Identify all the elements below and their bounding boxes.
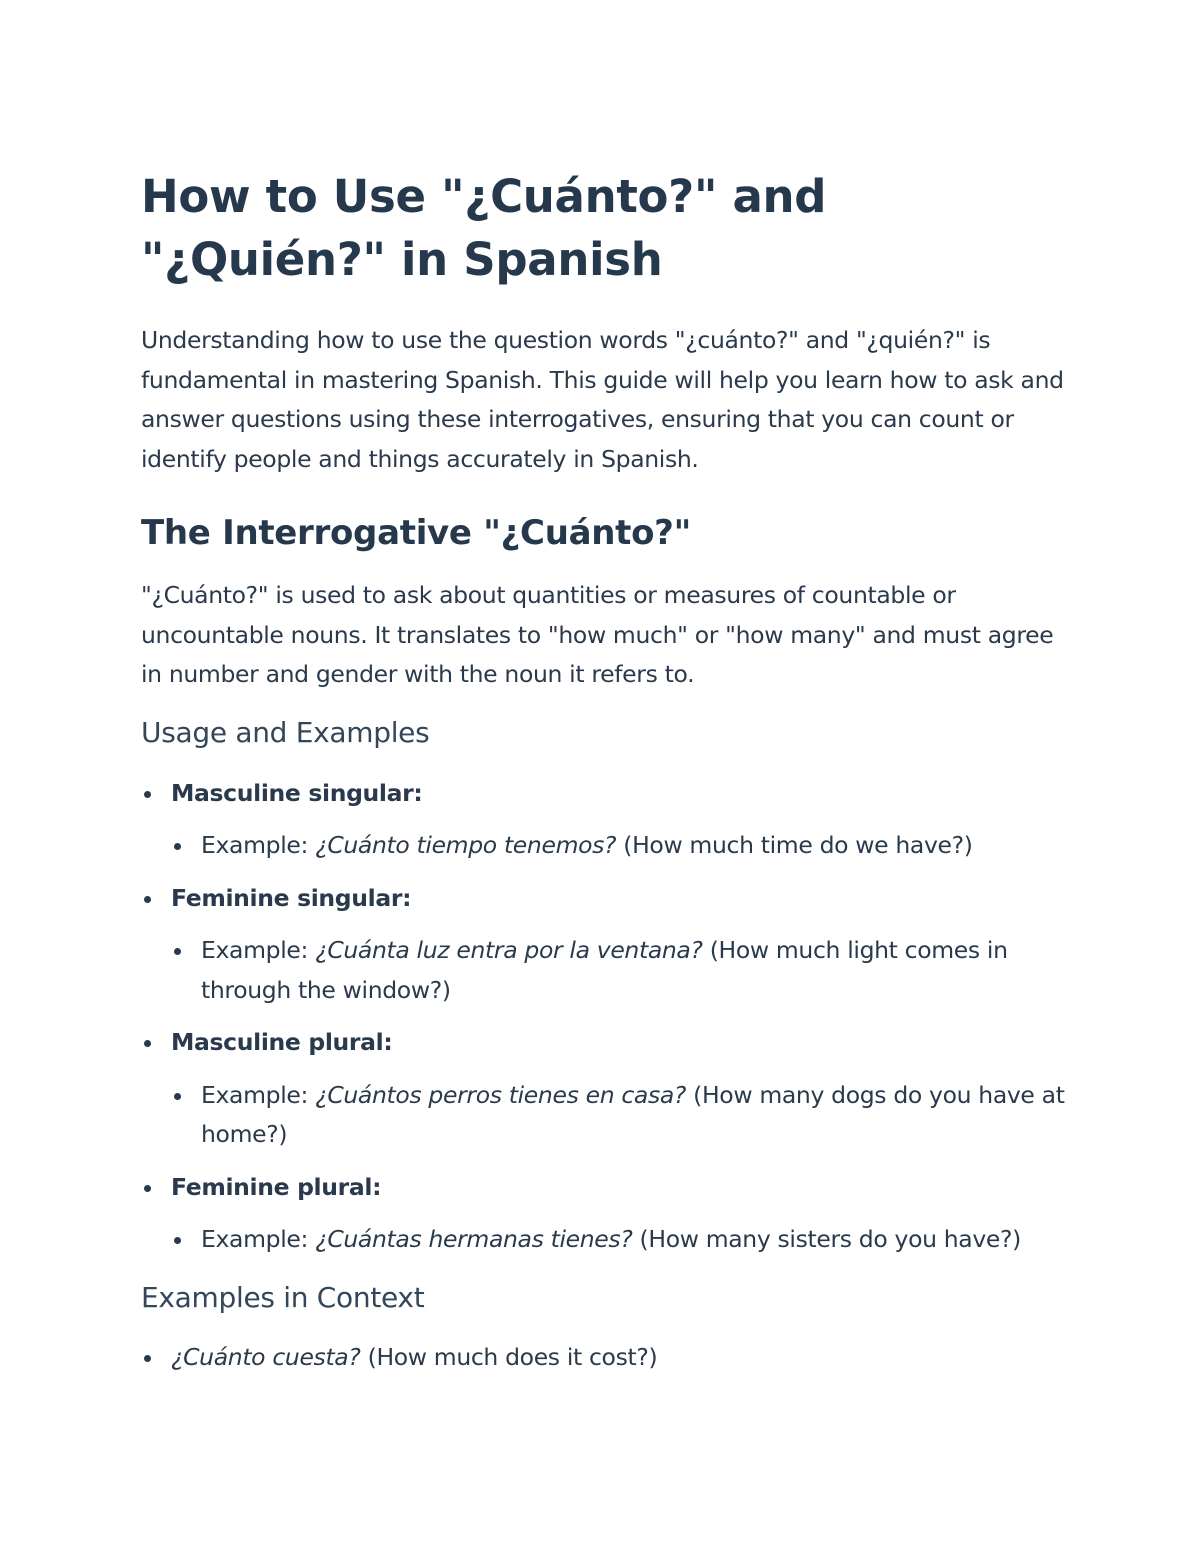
usage-term: Feminine plural: (171, 1172, 382, 1201)
usage-term: Feminine singular: (171, 883, 412, 912)
bullet-icon (174, 843, 181, 850)
example-prefix: Example: (201, 831, 316, 859)
example-spanish: ¿Cuánto tiempo tenemos? (315, 831, 617, 859)
example-list (171, 931, 1066, 1010)
usage-heading: Usage and Examples (141, 715, 430, 749)
bullet-icon (144, 791, 151, 798)
section-heading-cuanto: The Interrogative "¿Cuánto?" (141, 513, 691, 553)
example-spanish: ¿Cuántos perros tienes en casa? (315, 1080, 687, 1109)
list-item (141, 1023, 1066, 1155)
example-prefix: Example: (201, 936, 316, 964)
example-english: (How much light comes in through the window?) (201, 936, 1008, 1004)
example-english: (How much does it cost?) (360, 1342, 658, 1371)
document-content (141, 165, 1066, 1377)
list-item (171, 1076, 1066, 1155)
list-item (141, 1338, 1066, 1378)
example-spanish: ¿Cuánto cuesta? (171, 1342, 361, 1371)
list-item (141, 879, 1066, 1011)
list-item (171, 826, 1066, 866)
bullet-icon (144, 1355, 151, 1362)
example-prefix: Example: (201, 1225, 316, 1253)
example-english: (How much time do we have?) (616, 831, 973, 859)
list-item (141, 774, 1066, 866)
list-item (141, 1168, 1066, 1260)
usage-list (141, 774, 1066, 1260)
context-list (141, 1338, 1066, 1378)
cuanto-description: "¿Cuánto?" is used to ask about quantities or measures of countable or uncountable nouns. It translates to "how much" or "how many" and must agree in number and gender with the noun it refers to. (141, 581, 1054, 688)
example-english: (How many dogs do you have at home?) (201, 1080, 1065, 1148)
bullet-icon (174, 1237, 181, 1244)
list-item (171, 931, 1066, 1010)
page-title: How to Use "¿Cuánto?" and "¿Quién?" in Spanish (141, 170, 827, 286)
example-list (171, 1220, 1066, 1260)
example-list (171, 826, 1066, 866)
example-spanish: ¿Cuánta luz entra por la ventana? (315, 936, 703, 964)
bullet-icon (144, 1040, 151, 1047)
bullet-icon (174, 948, 181, 955)
intro-paragraph: Understanding how to use the question words "¿cuánto?" and "¿quién?" is fundamental in mastering Spanish. This guide will help you learn how to ask and answer questions using these interrogatives, ensuring that you can count or identify people and things accurately in Spanish. (141, 326, 1064, 473)
bullet-icon (144, 1185, 151, 1192)
example-english: (How many sisters do you have?) (632, 1225, 1021, 1253)
usage-term: Masculine singular: (171, 778, 423, 807)
bullet-icon (144, 896, 151, 903)
list-item (171, 1220, 1066, 1260)
example-spanish: ¿Cuántas hermanas tienes? (315, 1225, 633, 1253)
example-prefix: Example: (201, 1080, 316, 1109)
example-list (171, 1076, 1066, 1155)
bullet-icon (174, 1093, 181, 1100)
usage-term: Masculine plural: (171, 1028, 393, 1056)
context-heading: Examples in Context (141, 1280, 425, 1314)
